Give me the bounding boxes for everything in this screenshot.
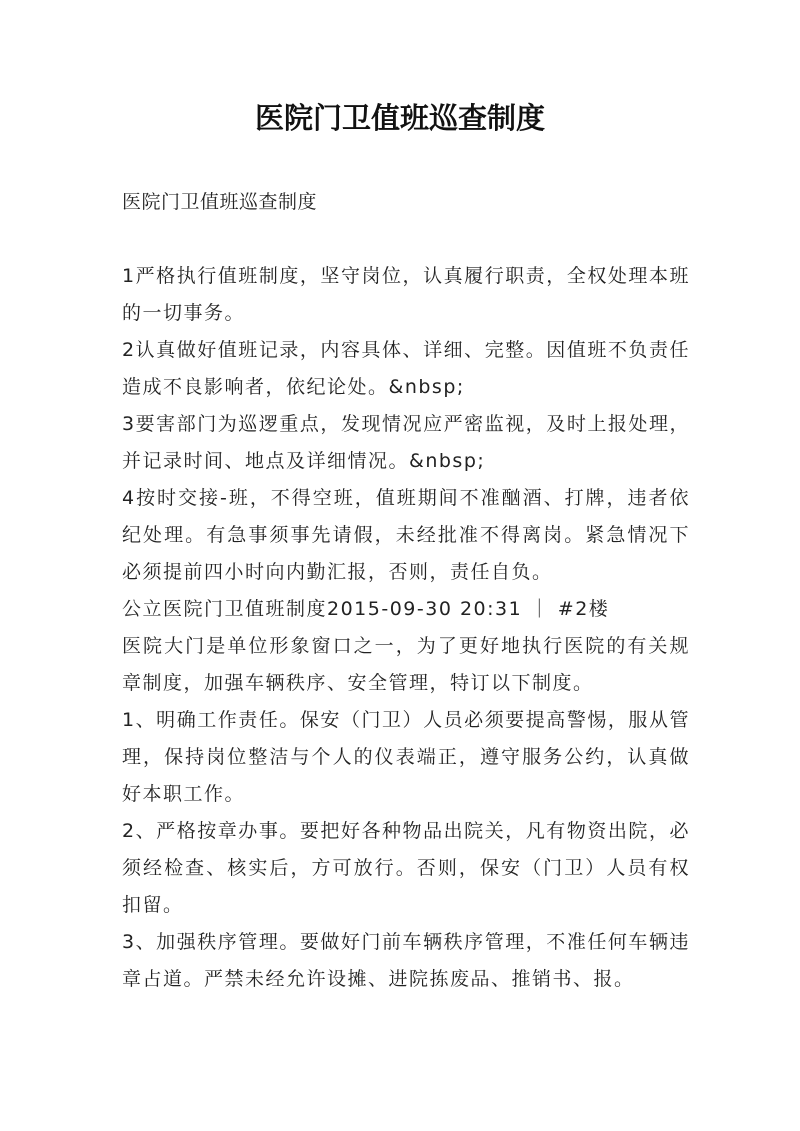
paragraph-item-2: 2、严格按章办事。要把好各种物品出院关，凡有物资出院，必须经检查、核实后，方可放行。否则，保安（门卫）人员有权扣留。 [122,820,690,916]
paragraph-rule-4: 4按时交接-班，不得空班，值班期间不准酗酒、打牌，违者依纪处理。有急事须事先请假，未经批准不得离岗。紧急情况下必须提前四小时向内勤汇报，否则，责任自负。 [122,487,690,583]
document-title: 医院门卫值班巡查制度 [254,101,545,135]
paragraph-rule-2: 2认真做好值班记录，内容具体、详细、完整。因值班不负责任造成不良影响者，依纪论处。&nbsp; [122,339,690,398]
paragraph-rule-3: 3要害部门为巡逻重点，发现情况应严密监视，及时上报处理，并记录时间、地点及详细情况。&nbsp; [122,413,690,472]
document-subtitle: 医院门卫值班巡查制度 [122,191,318,213]
paragraph-rule-1: 1严格执行值班制度，坚守岗位，认真履行职责，全权处理本班的一切事务。 [122,265,690,324]
post-header-line: 公立医院门卫值班制度2015-09-30 20:31 ｜ #2楼 [122,598,610,620]
paragraph-item-1: 1、明确工作责任。保安（门卫）人员必须要提高警惕，服从管理，保持岗位整洁与个人的仪表端正，遵守服务公约，认真做好本职工作。 [122,709,690,805]
paragraph-item-3: 3、加强秩序管理。要做好门前车辆秩序管理，不准任何车辆违章占道。严禁未经允许设摊、进院拣废品、推销书、报。 [122,931,690,990]
paragraph-intro: 医院大门是单位形象窗口之一，为了更好地执行医院的有关规章制度，加强车辆秩序、安全管理，特订以下制度。 [122,635,690,694]
document-body [122,258,690,998]
